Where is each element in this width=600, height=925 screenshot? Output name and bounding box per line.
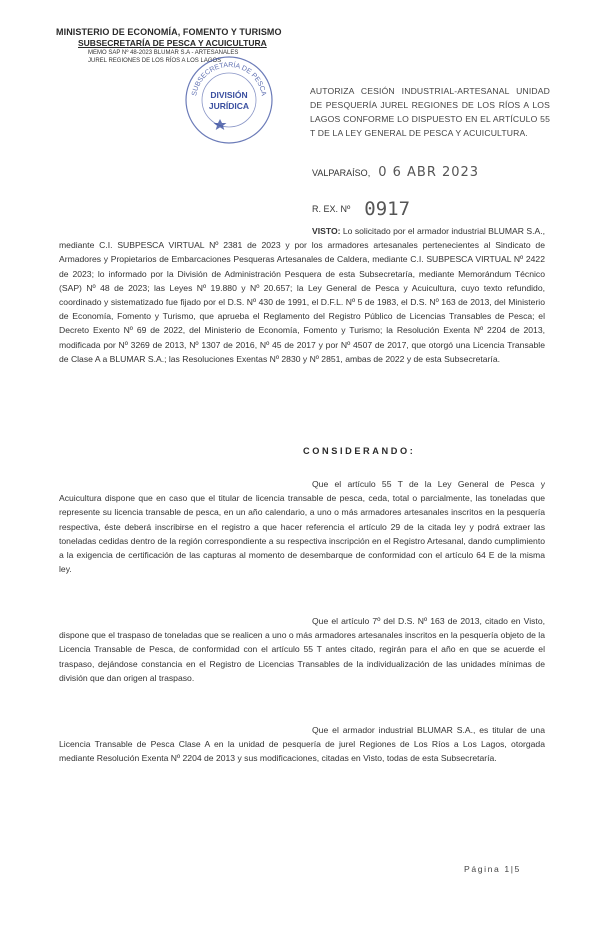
date-stamp: 0 6 ABR 2023 <box>378 165 480 180</box>
memo-reference: MEMO SAP Nº 48-2023 BLUMAR S.A - ARTESANALES <box>88 50 239 56</box>
considerando-paragraph-1: Que el artículo 55 T de la Ley General de Pesca y Acuicultura dispone que en caso que el titular de licencia transable de pesca, ceda, total o parcialmente, las toneladas que represente su licencia transable de pesca, en un año calendario, a uno o más armadores artesanales inscritos en la pesquería respectiva, éste deberá inscribirse en el registro a que hacer referencia el artículo 29 de la citada ley y podrá extraer las toneladas cedidas dentro de la región correspondiente a su respectiva inscripción en el Registro Artesanal, dando cumplimiento a la exigencia de certificación de las capturas al momento de desembarque de conformidad con el artículo 64 E de la misma ley. <box>59 479 545 575</box>
considerando-paragraph-3: Que el armador industrial BLUMAR S.A., es titular de una Licencia Transable de Pesca Clase A en la unidad de pesquería de jurel Regiones de Los Ríos a Los Lagos, otorgada mediante Resolución Exenta Nº 2204 de 2013 y sus modificaciones, citadas en Visto, todas de esta Subsecretaría. <box>59 725 545 764</box>
stamp-arc-text: SUBSECRETARÍA DE PESCA <box>191 61 267 97</box>
page-number: Página 1|5 <box>464 864 521 874</box>
date-line <box>312 165 479 180</box>
division-juridica-stamp <box>182 53 276 147</box>
star-icon <box>214 119 227 130</box>
visto-heading: VISTO: <box>312 226 341 236</box>
resolution-label: R. EX. Nº <box>312 204 351 214</box>
stamp-line-division: DIVISIÓN <box>210 90 248 100</box>
resolution-title: AUTORIZA CESIÓN INDUSTRIAL-ARTESANAL UNIDAD DE PESQUERÍA JUREL REGIONES DE LOS RÍOS A LOS LAGOS CONFORME LO DISPUESTO EN EL ARTÍCULO 55 T DE LA LEY GENERAL DE PESCA Y ACUICULTURA. <box>310 86 550 138</box>
stamp-line-juridica: JURÍDICA <box>208 101 250 111</box>
memo-subject: JUREL REGIONES DE LOS RÍOS A LOS LAGOS <box>88 58 222 64</box>
considerando-paragraph-2: Que el artículo 7º del D.S. Nº 163 de 2013, citado en Visto, dispone que el traspaso de toneladas que se realicen a uno o más armadores artesanales inscritos en la pesquería objeto de la Licencia Transable de Pesca, de conformidad con el artículo 55 T antes citado, regirán para el año en que se acuerde el traspaso, dejándose constancia en el Registro de Licencias Transables de la individualización de las unidades mínimas de división que dan origen al traspaso. <box>59 616 545 683</box>
date-place: VALPARAÍSO, <box>312 168 371 178</box>
considerando-heading: CONSIDERANDO: <box>303 446 416 456</box>
ministry-name: MINISTERIO DE ECONOMÍA, FOMENTO Y TURISMO <box>56 27 282 37</box>
visto-text: Lo solicitado por el armador industrial BLUMAR S.A., mediante C.I. SUBPESCA VIRTUAL Nº 2381 de 2023 y por los armadores artesanales pertenecientes al Sindicato de Armadores y Propietarios de Embarcaciones Pesqueras Artesanales de Caldera, mediante C.I. SUBPESCA VIRTUAL Nº 2422 de 2023; lo informado por la División de Administración Pesquera de esta Subsecretaría, mediante Memorándum Técnico (SAP) Nº 48 de 2023; las Leyes Nº 19.880 y Nº 20.657; la Ley General de Pesca y Acuicultura, cuyo texto refundido, coordinado y sistematizado fue fijado por el D.S. Nº 430 de 1991, el D.F.L. Nº 5 de 1983, el D.S. Nº 163 de 2013, del Ministerio de Economía, Fomento y Turismo, que aprueba el Reglamento del Registro Público de Licencias Transables de Pesca; el Decreto Exento Nº 69 de 2022, del Ministerio de Economía, Fomento y Turismo; la Resolución Exenta Nº 2204 de 2013, modificada por Nº 3269 de 2013, Nº 1307 de 2016, Nº 45 de 2017 y por Nº 4507 de 2017, que otorgó una Licencia Transable de Clase A a BLUMAR S.A.; las Resoluciones Exentas Nº 2830 y Nº 2851, ambas de 2022 y de esta Subsecretaría. <box>59 226 545 364</box>
subsecretaria-name: SUBSECRETARÍA DE PESCA Y ACUICULTURA <box>78 38 267 48</box>
resolution-number-line <box>312 195 411 220</box>
visto-paragraph <box>59 224 545 366</box>
resolution-number: 0917 <box>364 198 411 220</box>
